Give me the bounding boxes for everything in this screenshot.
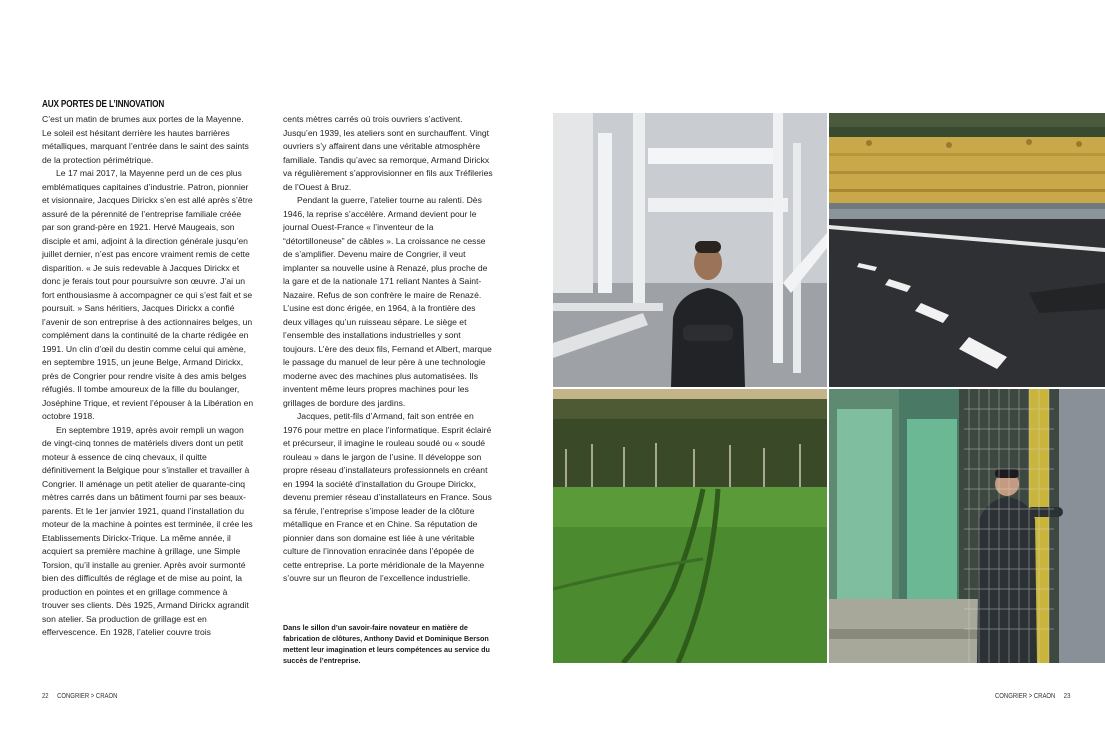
folio-right	[995, 693, 1070, 700]
section-title: AUX PORTES DE L’INNOVATION	[42, 99, 165, 110]
running-header: CONGRIER > CRAON	[995, 693, 1056, 700]
photo-wheat-field	[553, 389, 827, 663]
photo-worker-mesh	[829, 389, 1105, 663]
article-column-1	[42, 113, 254, 640]
paragraph: En septembre 1919, après avoir rempli un wagon de vingt-cinq tonnes de matériels divers dont un petit moteur à essence de cinq chevaux, il quitte définitivement la Belgique pour s’installer et travailler à Congrier. Il aménage un petit atelier de quarante-cinq mètres carrés dans un bâtiment fourni par ses beaux-parents. Et le 1er janvier 1921, quand l’installation du moteur de la machine à pointes est terminée, il crée les Etablissements Dirickx-Trique. La même année, il acquiert sa première machine à grillage, une Simple Torsion, qu’il installe au grenier. Après avoir surmonté bien des difficultés de réglage et de mise au point, la production en pointes et en grillage commence à trouver ses clients. Dès 1925, Armand Dirickx agrandit son atelier. Sa production de grillage est en effervescence. En 1928, l’atelier couvre trois	[42, 424, 253, 637]
article-column-2	[283, 113, 495, 586]
paragraph: Jacques, petit-fils d’Armand, fait son entrée en 1976 pour mettre en place l’informatique. Esprit éclairé et précurseur, il imagine le rouleau soudé ou « soudé rouleau » dans le jargon de l’usine. Il développe son propre réseau d’installateurs professionnels en créant en 1994 la société d’installation du Groupe Dirickx, devenu premier réseau d’installateurs en France. Sous sa férule, l’entreprise s’impose leader de la clôture métallique en France et en Chine. Sa réputation de pionnier dans son domaine est liée à une véritable culture de l’innovation enracinée dans l’épopée de cette entreprise. La porte méridionale de la Mayenne s’ouvre sur un fleuron de l’excellence industrielle.	[283, 411, 492, 583]
paragraph: Le 17 mai 2017, la Mayenne perd un de ces plus emblématiques capitaines d’industrie. Patron, pionnier et visionnaire, Jacques Dirickx s’en est allé après s’être assuré de la pérennité de l’entreprise familiale créée par son grand-père en 1921. Hervé Maugeais, son disciple et ami, adjoint à la direction générale jusqu’en juillet dernier, n’est pas encore vraiment remis de cette disparition. « Je suis redevable à Jacques Dirickx et donc je ferais tout pour poursuivre son œuvre. J’ai un fort enthousiasme à accompagner ce qui s’est fait et se poursuit. » Sans héritiers, Jacques Dirickx a confié l’avenir de son entreprise à des actionnaires belges, un complément dans la continuité de la charte rédigée en 1991. Un clin d’œil du destin comme celui qui amène, en septembre 1915, un jeune Belge, Armand Dirickx, près de Congrier pour rendre visite à des amis belges réfugiés. Il tombe amoureux de la fille du boulanger, Joséphine Trique, et revient l’épouser à la Libération en octobre 1918.	[42, 168, 254, 421]
photo-caption: Dans le sillon d’un savoir-faire novateur en matière de fabrication de clôtures, Anthony David et Dominique Berson mettent leur imagination et leurs compétences au service du succès de l’entreprise.	[283, 623, 490, 665]
folio-left	[42, 693, 117, 700]
paragraph: cents mètres carrés où trois ouvriers s’activent. Jusqu’en 1939, les ateliers sont en surchauffent. Vingt ouvriers s’y affairent dans une véritable atmosphère familiale. Tandis qu’avec sa remorque, Armand Dirickx va régulièrement s’approvisionner en fils aux Tréfileries de l’Ouest à Bruz.	[283, 114, 493, 192]
page-number: 22	[42, 693, 49, 700]
paragraph: C’est un matin de brumes aux portes de la Mayenne. Le soleil est hésitant derrière les hautes barrières métalliques, marquant l’entrée dans le saint des saints de la protection périmétrique.	[42, 114, 249, 165]
running-header: CONGRIER > CRAON	[57, 693, 118, 700]
paragraph: Pendant la guerre, l’atelier tourne au ralenti. Dès 1946, la reprise s’accélère. Armand devient pour le journal Ouest-France « l’inventeur de la “détortilloneuse” de câbles ». La croissance ne cesse de s’amplifier. Devenu maire de Congrier, il veut implanter sa nouvelle usine à Renazé, plus proche de la gare et de la nationale 171 reliant Nantes à Saint-Nazaire. Refus de son confrère le maire de Renazé. L’usine est donc érigée, en 1964, à la frontière des deux villages qu’un ruisseau sépare. Le siège et l’ensemble des installations industrielles y sont toujours. L’ère des deux fils, Fernand et Albert, marque le passage du manuel de leur père à une technologie moderne avec des machines plus automatisées. Ils inventent même leurs propres machines pour les grillages de bordure des jardins.	[283, 195, 492, 408]
photo-worker-factory	[553, 113, 827, 387]
page-number: 23	[1063, 693, 1071, 700]
photo-field-road	[829, 113, 1105, 387]
